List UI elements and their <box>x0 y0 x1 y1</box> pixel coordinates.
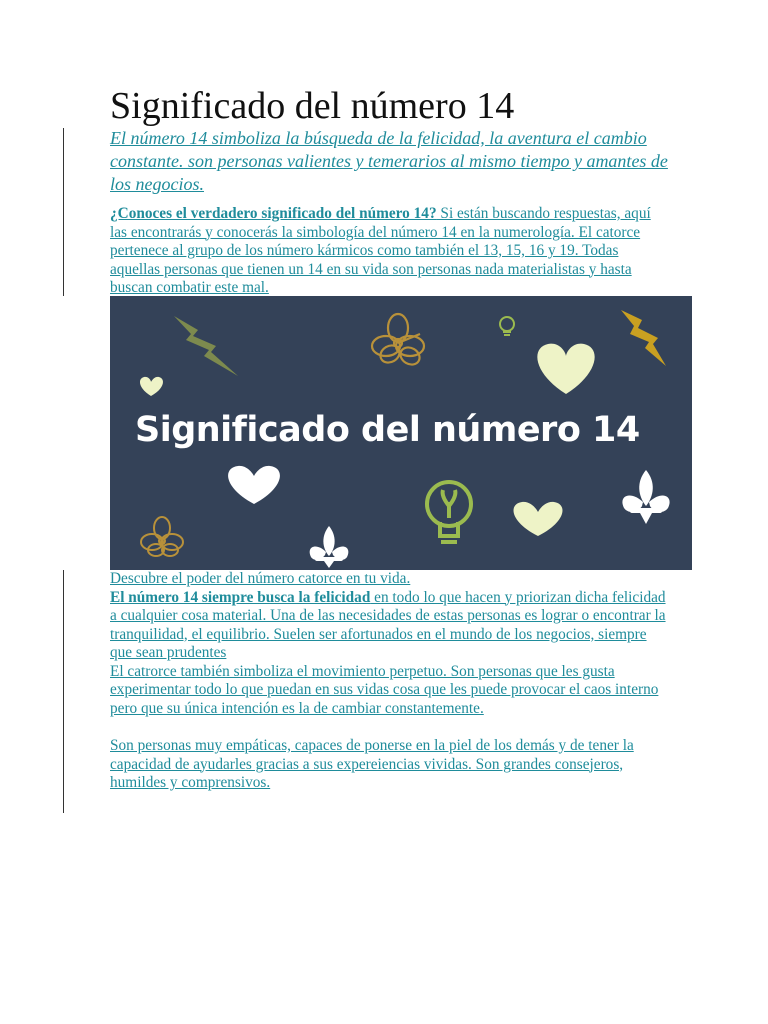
margin-rule-top <box>63 128 64 296</box>
intro-lead-bold: ¿Conoces el verdadero significado del número 14? <box>110 205 437 222</box>
banner-title: Significado del número 14 <box>135 410 640 450</box>
body-text-2: en todo lo que hacen y priorizan dicha felicidad a cualquier cosa material. Una de las necesidades de estas personas es lograr o encontrar la tranquilidad, el equilibrio. Suelen ser afortunados en el mundo de los negocios, siempre que sean prudentes <box>110 588 666 661</box>
subtitle-link[interactable]: El número 14 simboliza la búsqueda de la felicidad, la aventura el cambio constante. son personas valientes y temerarios al mismo tiempo y amantes de los negocios. <box>110 128 668 194</box>
body-line-1: Descubre el poder del número catorce en tu vida. <box>110 570 411 587</box>
intro-text: Si están buscando respuestas, aquí las encontrarás y conocerás la simbología del número 14 en la numerología. El catorce pertenece al grupo de los número kármicos como también el 13, 15, 16 y 19. Todas aquellas personas que tienen un 14 en su vida son personas nada materialistas y hasta buscan combatir este mal. <box>110 205 651 296</box>
intro-paragraph-link[interactable] <box>110 205 670 298</box>
body-text-3: El catrorce también simboliza el movimiento perpetuo. Son personas que les gusta experimentar todo lo que puedan en sus vidas cosa que les puede provocar el caos interno pero que su única intención es la de cambiar constantemente. <box>110 662 659 717</box>
page-title: Significado del número 14 <box>110 85 515 127</box>
margin-rule-bottom <box>63 570 64 813</box>
body-bold-2: El número 14 siempre busca la felicidad <box>110 588 371 606</box>
banner-image <box>110 296 692 570</box>
closing-paragraph-link[interactable]: Son personas muy empáticas, capaces de ponerse en la piel de los demás y de tener la capacidad de ayudarles gracias a sus expereiencias vividas. Son grandes consejeros, humildes y comprensivos. <box>110 737 634 791</box>
body-paragraph-link[interactable] <box>110 570 670 718</box>
